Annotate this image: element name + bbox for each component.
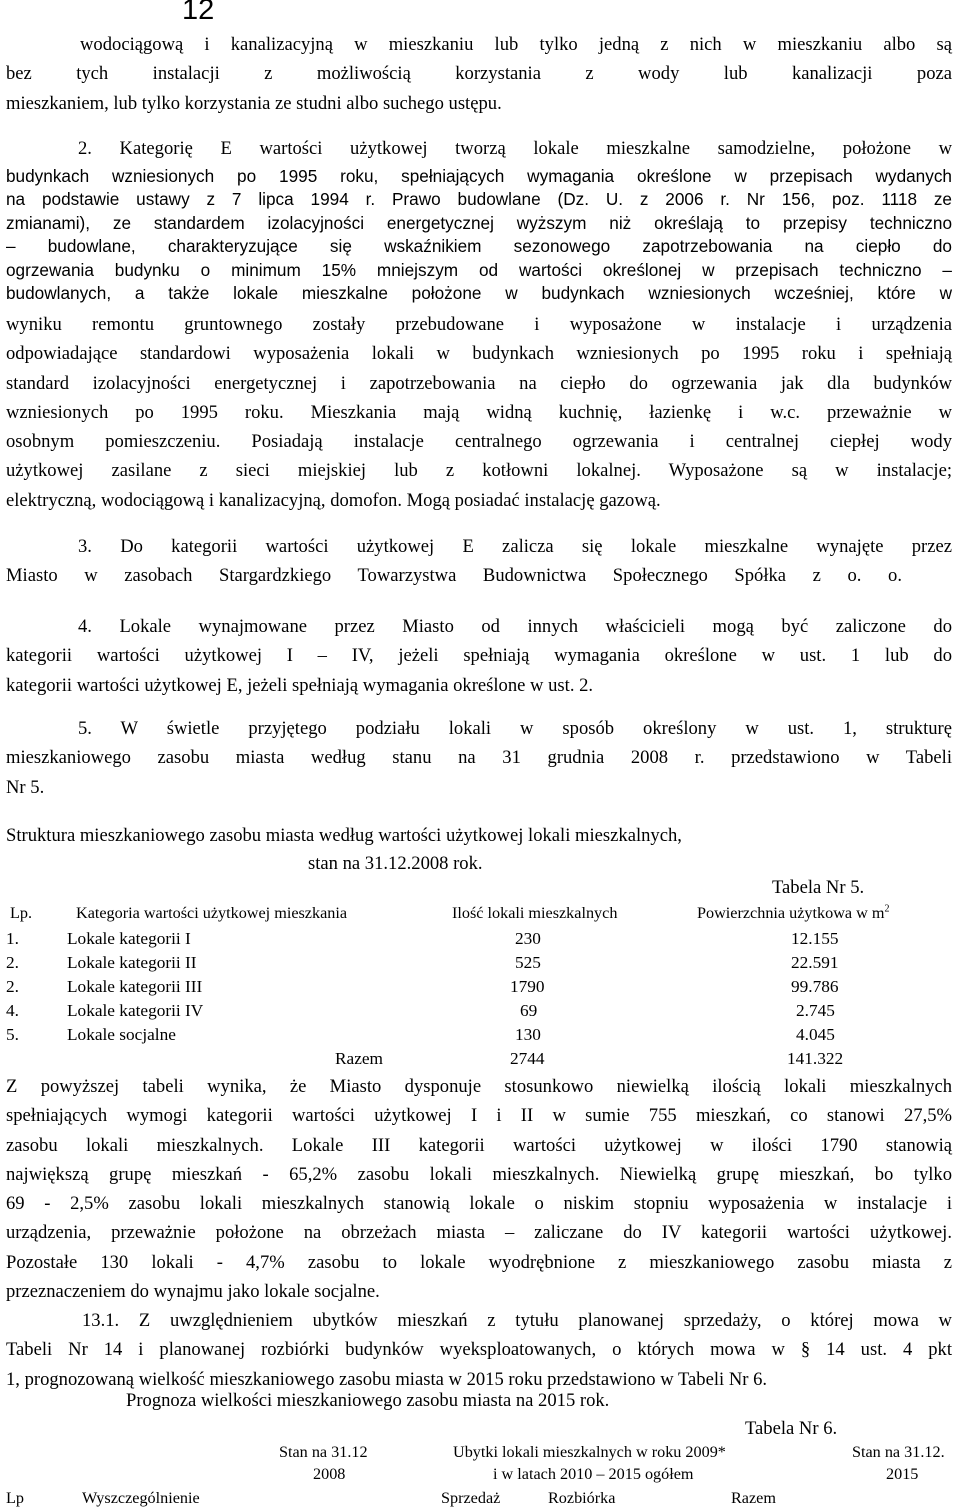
text-line: osobnym pomieszczeniu. Posiadają instalacje centralnego ogrzewania i centralnej ciepłej wody bbox=[6, 431, 952, 453]
header-razem: Razem bbox=[731, 1489, 776, 1507]
page-number: 12 bbox=[182, 0, 215, 26]
row-category: Lokale socjalne bbox=[67, 1025, 176, 1044]
row-lp: 1. bbox=[6, 929, 19, 948]
paragraph-3 bbox=[6, 532, 952, 591]
text-line: – budowlane, charakteryzujące się wskaźnikiem sezonowego zapotrzebowania na ciepło do bbox=[6, 236, 952, 257]
table-5-title-line-1: Struktura mieszkaniowego zasobu miasta według wartości użytkowej lokali mieszkalnych, bbox=[6, 825, 682, 846]
total-label: Razem bbox=[335, 1049, 383, 1068]
row-count: 1790 bbox=[510, 977, 545, 996]
text-line: Z powyższej tabeli wynika, że Miasto dysponuje stosunkowo niewielką ilością lokali mieszkalnych bbox=[6, 1076, 952, 1097]
text-line: zmianami), ze standardem izolacyjności energetycznej wyższym niż określają to przepisy techniczno bbox=[6, 212, 952, 233]
text-line: wyniku remontu gruntownego zostały przebudowane i wyposażone w instalacje i urządzenia bbox=[6, 314, 952, 335]
table-6 bbox=[0, 1440, 960, 1510]
row-area: 99.786 bbox=[791, 977, 839, 996]
row-count: 69 bbox=[520, 1001, 538, 1020]
row-count: 525 bbox=[515, 953, 541, 972]
header-ubytki-years: i w latach 2010 – 2015 ogółem bbox=[493, 1465, 694, 1483]
row-category: Lokale kategorii I bbox=[67, 929, 191, 948]
text-line: 4. Lokale wynajmowane przez Miasto od innych właścicieli mogą być zaliczone do bbox=[78, 616, 952, 637]
text-line: mieszkaniowego zasobu miasta według stanu na 31 grudnia 2008 r. przedstawiono w Tabeli bbox=[6, 747, 952, 769]
header-stan-2008: Stan na 31.12 bbox=[279, 1443, 368, 1461]
text-line: budynkach wzniesionych po 1995 roku, spełniających wymagania określone w przepisach wydanych bbox=[6, 166, 952, 186]
text-line: Miasto w zasobach Stargardzkiego Towarzystwa Budownictwa Społecznego Spółka z o. o. bbox=[6, 565, 902, 587]
header-lp: Lp bbox=[6, 1489, 24, 1507]
text-line: kategorii wartości użytkowej E, jeżeli spełniają wymagania określone w ust. 2. bbox=[6, 674, 594, 696]
text-line: budowlanych, a także lokale mieszkalne położone w budynkach wzniesionych wcześniej, które w bbox=[6, 283, 952, 304]
row-area: 12.155 bbox=[791, 929, 839, 948]
text-line: zasobu lokali mieszkalnych. Lokale III kategorii wartości użytkowej w ilości 1790 stanowią bbox=[6, 1134, 952, 1156]
table-header-powierzchnia bbox=[697, 904, 889, 923]
text-line: Nr 5. bbox=[6, 776, 45, 798]
header-stan-2015-year: 2015 bbox=[886, 1465, 919, 1483]
paragraph-1 bbox=[6, 30, 952, 118]
row-lp: 5. bbox=[6, 1025, 19, 1044]
text-line: na podstawie ustawy z 7 lipca 1994 r. Prawo budowlane (Dz. U. z 2006 r. Nr 156, poz. 1118 ze bbox=[6, 189, 952, 210]
row-area: 4.045 bbox=[796, 1025, 835, 1044]
header-rozbiorka: Rozbiórka bbox=[548, 1489, 616, 1507]
text-line: mieszkaniem, lub tylko korzystania ze studni albo suchego ustępu. bbox=[6, 92, 502, 114]
table-header-lp: Lp. bbox=[10, 904, 33, 922]
row-category: Lokale kategorii III bbox=[67, 977, 203, 996]
header-text: Powierzchnia użytkowa w m bbox=[697, 904, 885, 922]
row-lp: 4. bbox=[6, 1001, 19, 1020]
row-lp: 2. bbox=[6, 953, 19, 972]
paragraph-2-sans bbox=[6, 165, 952, 305]
text-line: przeznaczeniem do wynajmu jako lokale socjalne. bbox=[6, 1281, 380, 1303]
total-count: 2744 bbox=[510, 1049, 545, 1068]
header-wyszczegolnienie: Wyszczególnienie bbox=[82, 1489, 200, 1507]
text-line: 2. Kategorię E wartości użytkowej tworzą lokale mieszkalne samodzielne, położone w bbox=[78, 138, 952, 159]
text-line: spełniających wymogi kategorii wartości użytkowej I i II w sumie 755 mieszkań, co stanowi 27,5% bbox=[6, 1105, 952, 1127]
text-line: wzniesionych po 1995 roku. Mieszkania mają widną kuchnię, łazienkę i w.c. przeważnie w bbox=[6, 401, 952, 423]
paragraph-7 bbox=[6, 1306, 952, 1394]
header-superscript: 2 bbox=[884, 903, 890, 915]
header-stan-2008-year: 2008 bbox=[313, 1465, 346, 1483]
header-stan-2015: Stan na 31.12. bbox=[852, 1443, 945, 1461]
text-line: urządzenia, przeważnie położone na obrzeżach miasta – zaliczane do IV kategorii wartości użytkowej. bbox=[6, 1222, 952, 1244]
text-line: bez tych instalacji z możliwością korzystania z wody lub kanalizacji poza bbox=[6, 63, 952, 85]
row-count: 230 bbox=[515, 929, 541, 948]
text-line: użytkowej zasilane z sieci miejskiej lub z kotłowni lokalnej. Wyposażone są w instalacje; bbox=[6, 460, 952, 482]
row-area: 2.745 bbox=[796, 1001, 835, 1020]
paragraph-6 bbox=[6, 1072, 952, 1306]
text-line: odpowiadające standardowi wyposażenia lokali w budynkach wzniesionych po 1995 roku i spełniają bbox=[6, 343, 952, 365]
text-line: 69 - 2,5% zasobu lokali mieszkalnych stanowią lokale o niskim stopniu wyposażenia w instalacje i bbox=[6, 1193, 952, 1215]
row-category: Lokale kategorii IV bbox=[67, 1001, 204, 1020]
table-header-kategoria: Kategoria wartości użytkowej mieszkania bbox=[76, 904, 348, 922]
table-5 bbox=[0, 900, 960, 1075]
text-line: Tabeli Nr 14 i planowanej rozbiórki budynków wyeksploatowanych, o których mowa w § 14 ust. 4 pkt bbox=[6, 1339, 952, 1361]
table-5-title-line-2: stan na 31.12.2008 rok. bbox=[308, 853, 483, 874]
text-line: 13.1. Z uwzględnieniem ubytków mieszkań z tytułu planowanej sprzedaży, o której mowa w bbox=[82, 1310, 952, 1331]
paragraph-5 bbox=[6, 714, 952, 802]
text-line: Pozostałe 130 lokali - 4,7% zasobu to lokale wyodrębnione z mieszkaniowego zasobu miasta z bbox=[6, 1251, 952, 1273]
text-line: standard izolacyjności energetycznej i zapotrzebowania na ciepło do ogrzewania jak dla budynków bbox=[6, 372, 952, 394]
paragraph-4 bbox=[6, 612, 952, 700]
table-6-caption: Tabela Nr 6. bbox=[745, 1418, 838, 1439]
text-line: 1, prognozowaną wielkość mieszkaniowego zasobu miasta w 2015 roku przedstawiono w Tabeli Nr 6. bbox=[6, 1368, 768, 1390]
total-area: 141.322 bbox=[787, 1049, 844, 1068]
text-line: kategorii wartości użytkowej I – IV, jeżeli spełniają wymagania określone w ust. 1 lub do bbox=[6, 645, 952, 667]
table-header-ilosc: Ilość lokali mieszkalnych bbox=[452, 904, 618, 922]
text-line: ogrzewania budynku o minimum 15% mniejszym od wartości określonej w przepisach techniczno – bbox=[6, 259, 952, 280]
text-line: elektryczną, wodociągową i kanalizacyjną, domofon. Mogą posiadać instalację gazową. bbox=[6, 489, 661, 511]
table-5-caption: Tabela Nr 5. bbox=[772, 877, 865, 898]
row-count: 130 bbox=[515, 1025, 541, 1044]
header-ubytki: Ubytki lokali mieszkalnych w roku 2009* bbox=[453, 1443, 726, 1461]
text-line: 5. W świetle przyjętego podziału lokali w sposób określony w ust. 1, strukturę bbox=[78, 718, 952, 739]
text-line: wodociągową i kanalizacyjną w mieszkaniu lub tylko jedną z nich w mieszkaniu albo są bbox=[80, 34, 952, 55]
paragraph-2-heading bbox=[78, 134, 952, 163]
text-line: 3. Do kategorii wartości użytkowej E zalicza się lokale mieszkalne wynajęte przez bbox=[78, 536, 952, 557]
header-sprzedaz: Sprzedaż bbox=[441, 1489, 501, 1507]
paragraph-2-serif bbox=[6, 310, 952, 515]
text-line: największą grupę mieszkań - 65,2% zasobu lokali mieszkalnych. Niewielką grupę mieszkań, bo tylko bbox=[6, 1163, 952, 1185]
table-6-title: Prognoza wielkości mieszkaniowego zasobu miasta na 2015 rok. bbox=[126, 1390, 610, 1411]
row-area: 22.591 bbox=[791, 953, 839, 972]
row-lp: 2. bbox=[6, 977, 19, 996]
row-category: Lokale kategorii II bbox=[67, 953, 197, 972]
